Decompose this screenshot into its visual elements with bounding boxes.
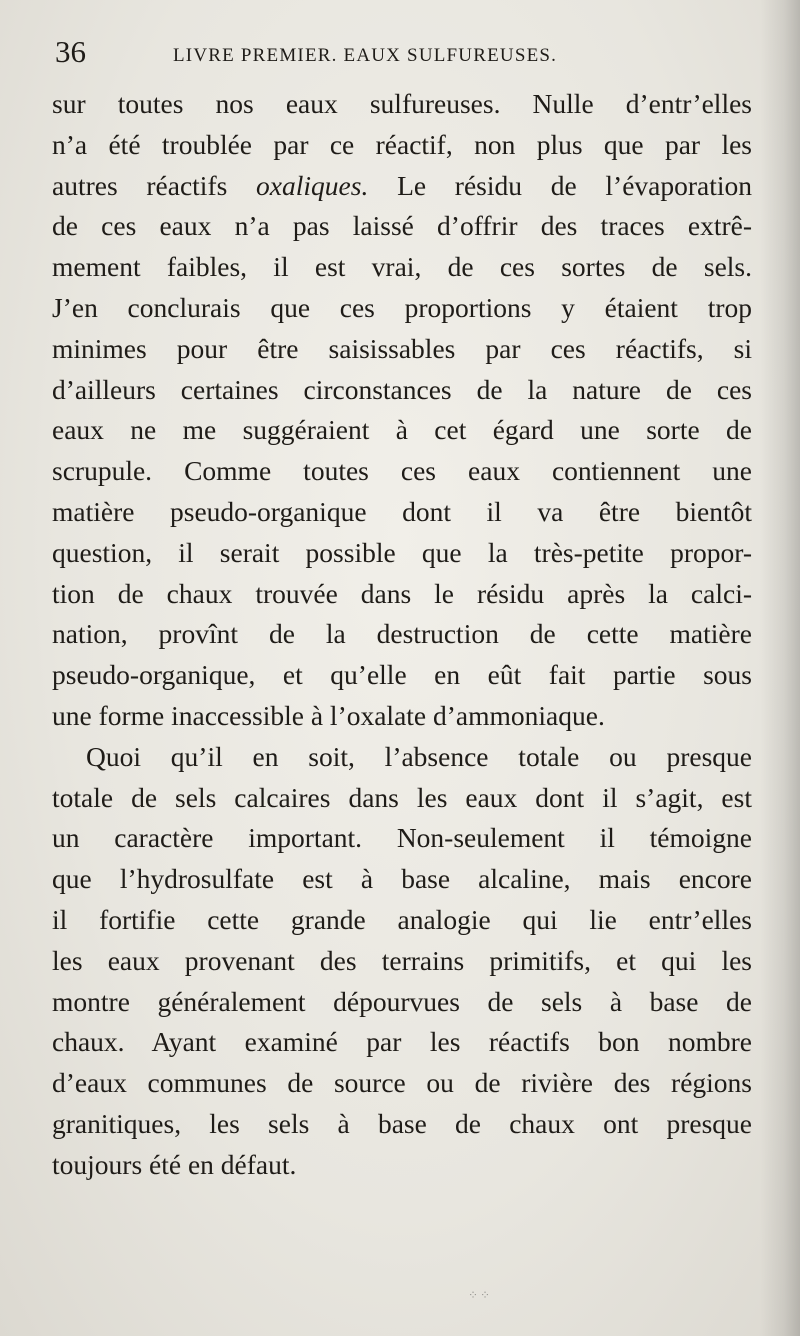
body-text: [52, 84, 752, 1186]
page-header: [52, 32, 752, 72]
text-line: d’ailleurs certaines circonstances de la nature de ces: [52, 373, 752, 405]
text-line: J’en conclurais que ces proportions y étaient trop: [52, 291, 752, 323]
text-line: toujours été en défaut.: [52, 1148, 297, 1180]
text-line: un caractère important. Non-seulement il témoigne: [52, 822, 752, 854]
text-line: granitiques, les sels à base de chaux ont presque: [52, 1107, 752, 1139]
text-line: eaux ne me suggéraient à cet égard une sorte de: [52, 414, 752, 446]
text-line: nation, provînt de la destruction de cette matière: [52, 618, 752, 650]
text-fragment: Le résidu de l’évaporation: [397, 169, 753, 201]
text-line-with-italic: [52, 166, 752, 207]
text-line: chaux. Ayant examiné par les réactifs bon nombre: [52, 1026, 752, 1058]
text-line: sur toutes nos eaux sulfureuses. Nulle d’entr’elles: [52, 88, 752, 119]
text-line: de ces eaux n’a pas laissé d’offrir des traces extrê-: [52, 210, 752, 242]
spine-shadow: [760, 0, 800, 1336]
text-line: minimes pour être saisissables par ces réactifs, si: [52, 332, 752, 364]
text-line: mement faibles, il est vrai, de ces sortes de sels.: [52, 251, 752, 283]
text-line: montre généralement dépourvues de sels à base de: [52, 985, 752, 1017]
text-line: il fortifie cette grande analogie qui lie entr’elles: [52, 903, 752, 935]
text-line: pseudo-organique, et qu’elle en eût fait partie sous: [52, 659, 752, 691]
text-line: matière pseudo-organique dont il va être bientôt: [52, 495, 752, 527]
text-fragment: autres réactifs: [52, 169, 228, 201]
text-line: les eaux provenant des terrains primitifs, et qui les: [52, 944, 752, 976]
text-line: d’eaux communes de source ou de rivière des régions: [52, 1067, 752, 1099]
ink-smudge: ⁘⁘: [468, 1288, 493, 1302]
text-line: question, il serait possible que la très-petite propor-: [52, 536, 752, 568]
text-line: tion de chaux trouvée dans le résidu après la calci-: [52, 577, 752, 609]
page-number: 36: [55, 34, 86, 69]
running-head: LIVRE PREMIER. EAUX SULFUREUSES.: [173, 45, 558, 66]
text-line: une forme inaccessible à l’oxalate d’ammoniaque.: [52, 699, 605, 731]
text-line: scrupule. Comme toutes ces eaux contiennent une: [52, 455, 752, 487]
text-line: totale de sels calcaires dans les eaux dont il s’agit, est: [52, 781, 752, 813]
text-line: que l’hydrosulfate est à base alcaline, mais encore: [52, 863, 752, 895]
italic-word: oxaliques.: [256, 169, 369, 201]
paragraph-first-line: Quoi qu’il en soit, l’absence totale ou presque: [86, 740, 752, 772]
text-line: n’a été troublée par ce réactif, non plus que par les: [52, 128, 752, 160]
